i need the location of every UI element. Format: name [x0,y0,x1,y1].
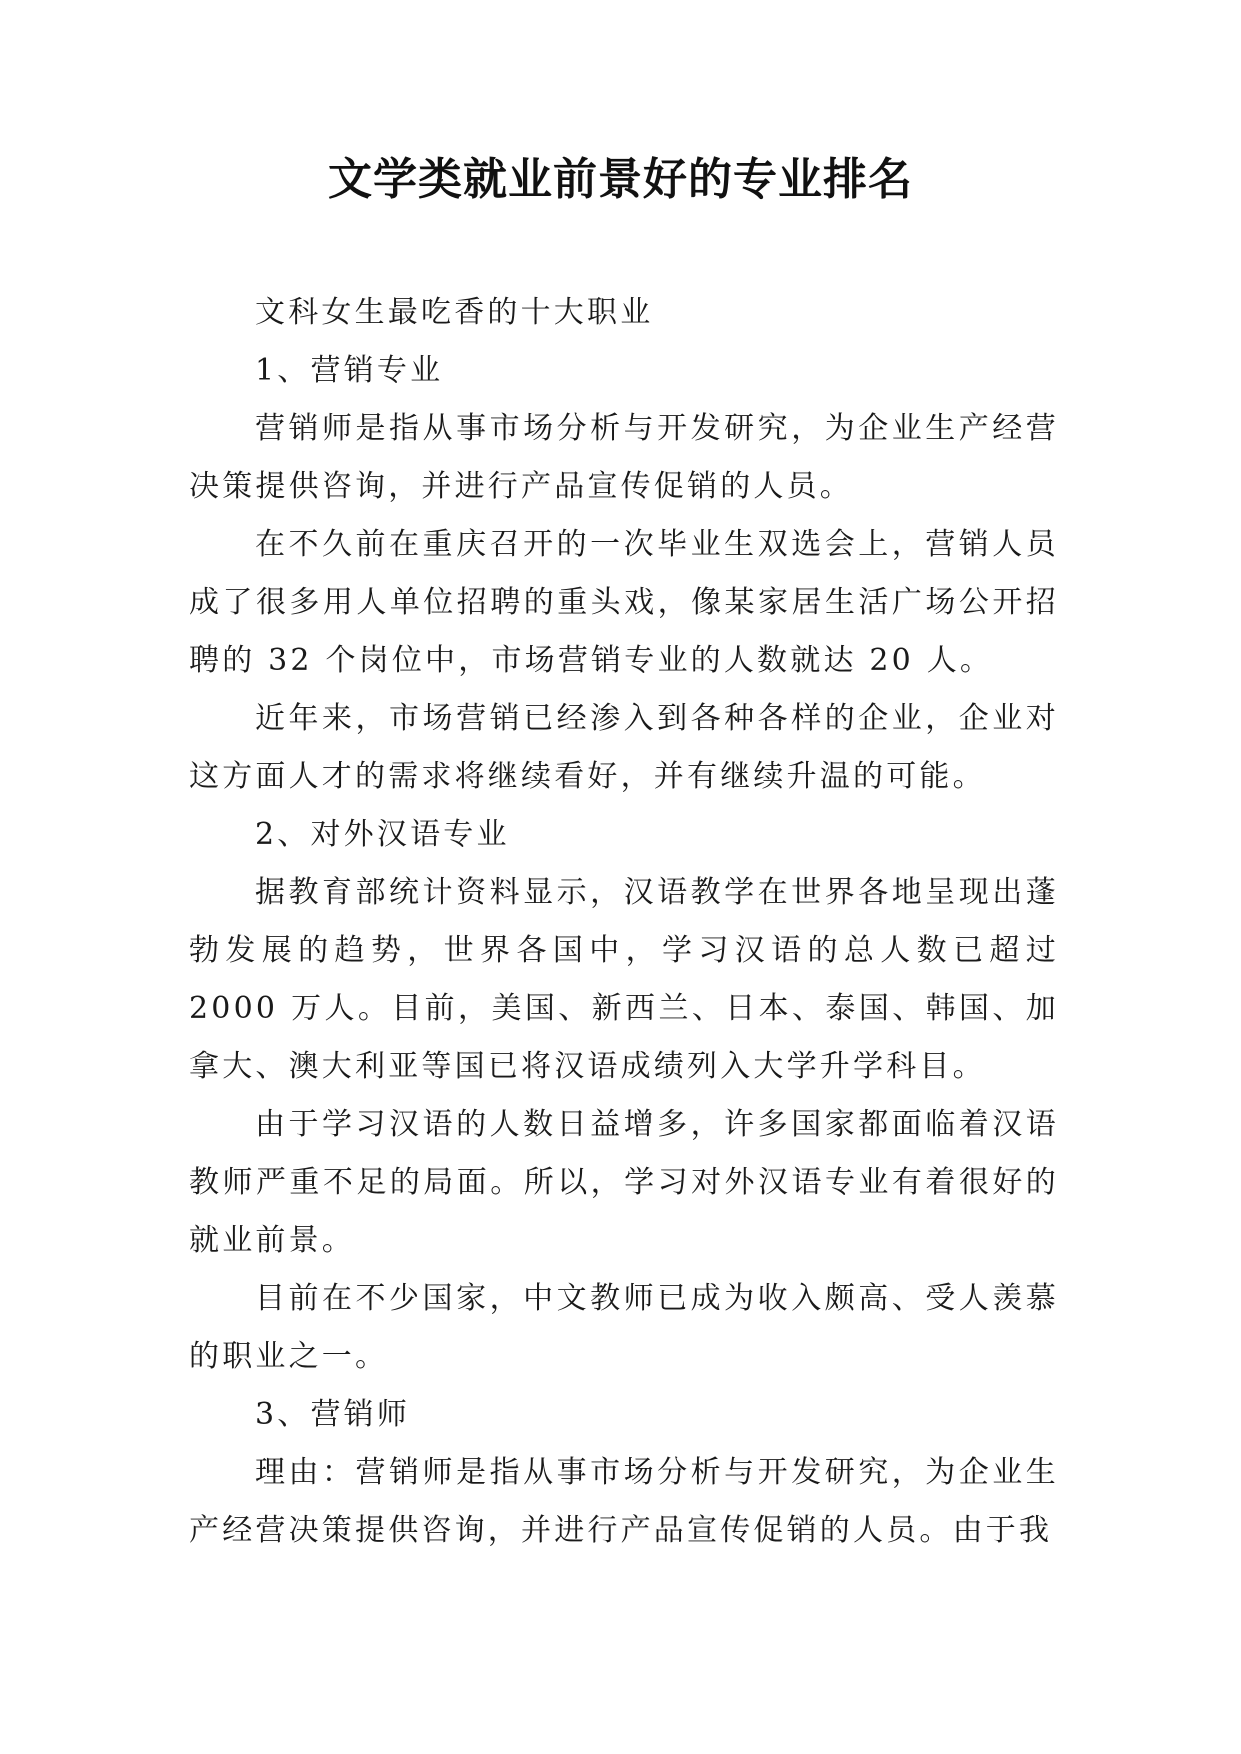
paragraph: 据教育部统计资料显示，汉语教学在世界各地呈现出蓬勃发展的趋势，世界各国中，学习汉语的总人数已超过 2000 万人。目前，美国、新西兰、日本、泰国、韩国、加拿大、澳大利亚等国已将汉语成绩列入大学升学科目。 [189,875,1059,1084]
section-heading-marketer: 3、营销师 [255,1397,411,1432]
paragraph-intro: 文科女生最吃香的十大职业 [255,295,654,330]
paragraph: 目前在不少国家，中文教师已成为收入颇高、受人羡慕的职业之一。 [189,1281,1059,1374]
section-heading-marketing-major: 1、营销专业 [255,353,444,388]
paragraph: 营销师是指从事市场分析与开发研究，为企业生产经营决策提供咨询，并进行产品宣传促销的人员。 [189,411,1059,504]
document-body [189,284,1059,1560]
paragraph: 近年来，市场营销已经渗入到各种各样的企业，企业对这方面人才的需求将继续看好，并有继续升温的可能。 [189,701,1059,794]
section-heading-chinese-as-foreign-language: 2、对外汉语专业 [255,817,510,852]
document-title: 文学类就业前景好的专业排名 [328,154,913,205]
paragraph: 理由：营销师是指从事市场分析与开发研究，为企业生产经营决策提供咨询，并进行产品宣传促销的人员。由于我 [189,1455,1059,1548]
paragraph: 由于学习汉语的人数日益增多，许多国家都面临着汉语教师严重不足的局面。所以，学习对外汉语专业有着很好的就业前景。 [189,1107,1059,1258]
paragraph: 在不久前在重庆召开的一次毕业生双选会上，营销人员成了很多用人单位招聘的重头戏，像某家居生活广场公开招聘的 32 个岗位中，市场营销专业的人数就达 20 人。 [189,527,1059,678]
